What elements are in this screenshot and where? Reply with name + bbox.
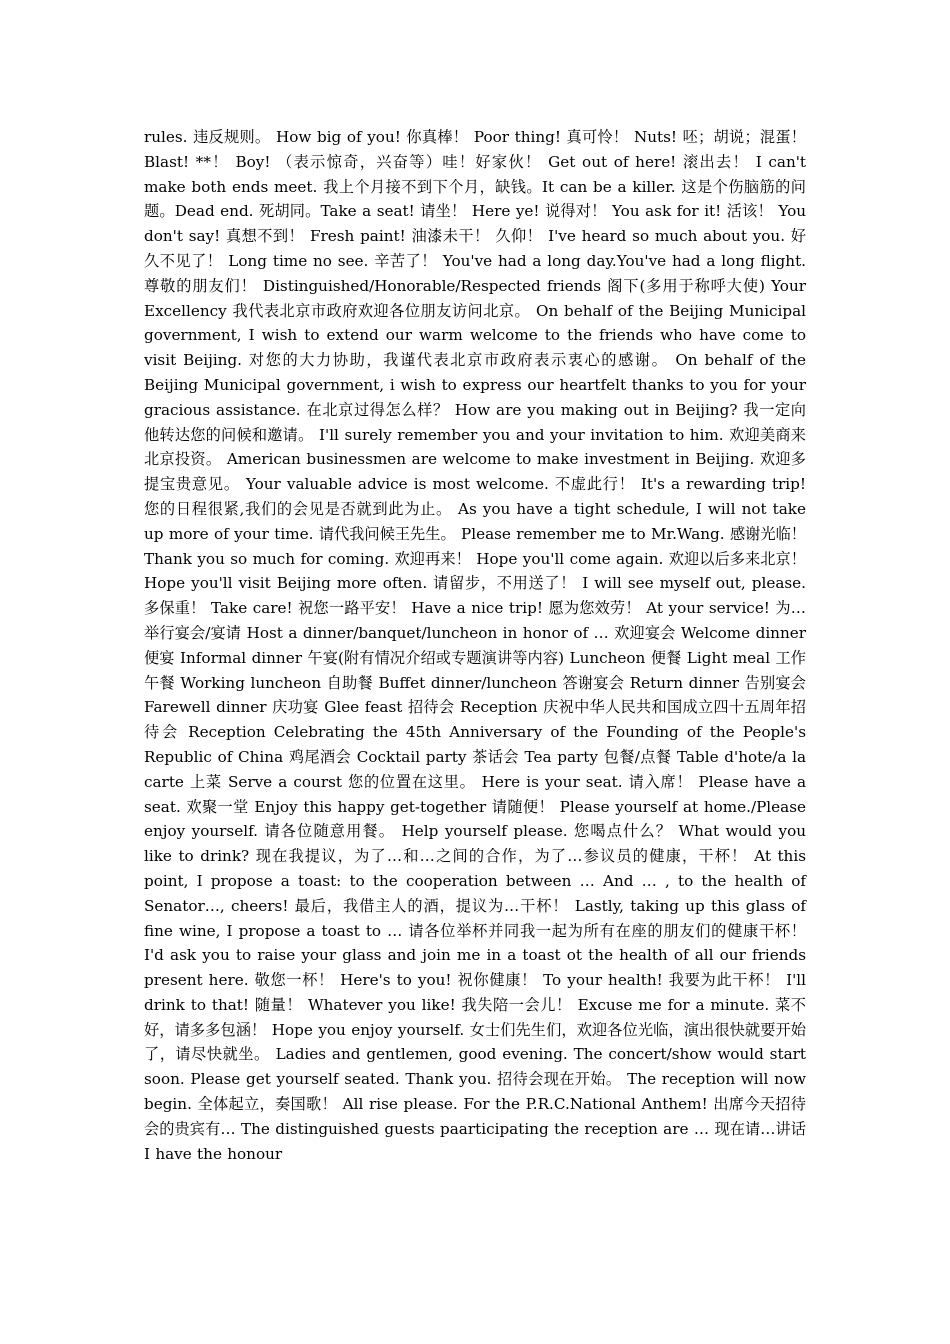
body-text: rules. 违反规则。 How big of you! 你真棒！ Poor thing! 真可怜！ Nuts! 呸；胡说；混蛋！ Blast! **！ Boy! （表示惊奇，兴奋等）哇！好家伙！ Get out of here! 滚出去！ I can't make both ends meet. 我上个月接不到下个月，缺钱。It can be a killer. 这是个伤脑筋的问题。Dead end. 死胡同。Take a seat! 请坐！ Here ye! 说得对！ You ask for it! 活该！ You don't say! 真想不到！ Fresh paint! 油漆未干！ 久仰！ I've heard so much about you. 好久不见了！ Long time no see. 辛苦了！ You've had a long day.You've had a long flight. 尊敬的朋友们！ Distinguished/Honorable/Respected friends 阁下(多用于称呼大使) Your Excellency 我代表北京市政府欢迎各位朋友访问北京。 On behalf of the Beijing Municipal government, I wish to extend our warm welcome to the friends who have come to visit Beijing. 对您的大力协助，我谨代表北京市政府表示衷心的感谢。 On behalf of the Beijing Municipal government, i wish to express our heartfelt thanks to you for your gracious assistance. 在北京过得怎么样？ How are you making out in Beijing? 我一定向他转达您的问候和邀请。 I'll surely remember you and your invitation to him. 欢迎美商来北京投资。 American businessmen are welcome to make investment in Beijing. 欢迎多提宝贵意见。 Your valuable advice is most welcome. 不虚此行！ It's a rewarding trip! 您的日程很紧,我们的会见是否就到此为止。 As you have a tight schedule, I will not take up more of your time. 请代我问候王先生。 Please remember me to Mr.Wang. 感谢光临！ Thank you so much for coming. 欢迎再来！ Hope you'll come again. 欢迎以后多来北京！ Hope you'll visit Beijing more often. 请留步，不用送了！ I will see myself out, please. 多保重！ Take care! 祝您一路平安！ Have a nice trip! 愿为您效劳！ At your service! 为…举行宴会/宴请 Host a dinner/banquet/luncheon in honor of … 欢迎宴会 Welcome dinner 便宴 Informal dinner 午宴(附有情况介绍或专题演讲等内容) Luncheon 便餐 Light meal 工作午餐 Working luncheon 自助餐 Buffet dinner/luncheon 答谢宴会 Return dinner 告别宴会 Farewell dinner 庆功宴 Glee feast 招待会 Reception 庆祝中华人民共和国成立四十五周年招待会 Reception Celebrating the 45th Anniversary of the Founding of the People's Republic of China 鸡尾酒会 Cocktail party 茶话会 Tea party 包餐/点餐 Table d'hote/a la carte 上菜 Serve a courst 您的位置在这里。 Here is your seat. 请入席！ Please have a seat. 欢聚一堂 Enjoy this happy get-together 请随便！ Please yourself at home./Please enjoy yourself. 请各位随意用餐。 Help yourself please. 您喝点什么？ What would you like to drink? 现在我提议，为了…和…之间的合作，为了…参议员的健康，干杯！ At this point, I propose a toast: to the cooperation between … And … , to the health of Senator…, cheers! 最后，我借主人的酒，提议为…干杯！ Lastly, taking up this glass of fine wine, I propose a toast to … 请各位举杯并同我一起为所有在座的朋友们的健康干杯！ I'd ask you to raise your glass and join me in a toast ot the health of all our friends present here. 敬您一杯！ Here's to you! 祝你健康！ To your health! 我要为此干杯！ I'll drink to that! 随量！ Whatever you like! 我失陪一会儿！ Excuse me for a minute. 菜不好，请多多包涵！ Hope you enjoy yourself. 女士们先生们，欢迎各位光临，演出很快就要开始了，请尽快就坐。 Ladies and gentlemen, good evening. The concert/show would start soon. Please get yourself seated. Thank you. 招待会现在开始。 The reception will now begin. 全体起立，奏国歌！ All rise please. For the P.R.C.National Anthem! 出席今天招待会的贵宾有… The distinguished guests paarticipating the reception are … 现在请…讲话 I have the honour <box>144 128 806 1163</box>
